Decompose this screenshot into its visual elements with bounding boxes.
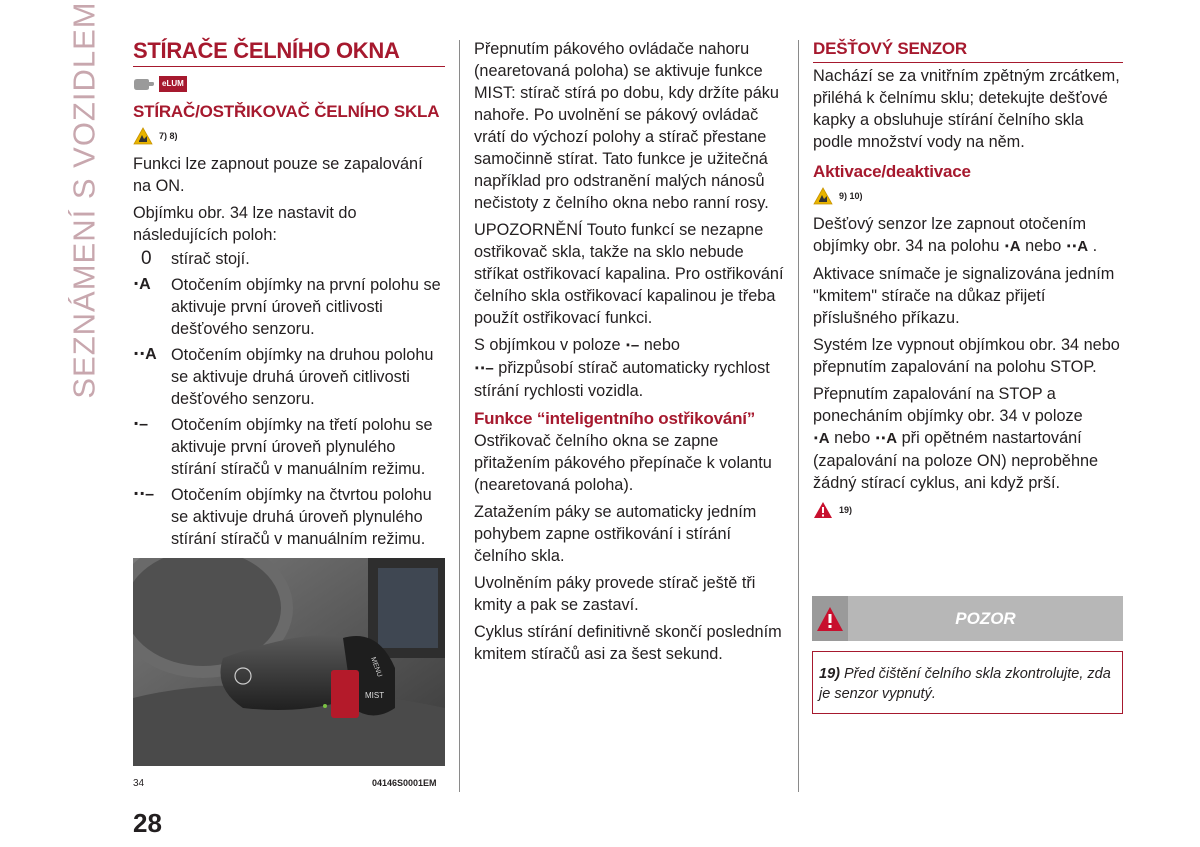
symbol-first-position: ⋅A — [1004, 238, 1021, 255]
caution-banner — [812, 596, 1123, 641]
smart-wash-heading: Funkce “inteligentního ostřikování” — [474, 409, 756, 428]
symbol-fourth-position: ⋅⋅– — [474, 360, 494, 377]
danger-ref: 19) — [839, 505, 853, 515]
danger-reference-row — [813, 499, 1123, 521]
list-item — [133, 274, 445, 340]
symbol-second-position: ⋅⋅A — [874, 430, 898, 447]
position-symbol: ⋅– — [133, 416, 148, 433]
paragraph-cycle-end: Cyklus stírání definitivně skončí posledním kmitem stíračů asi za šest sekund. — [474, 623, 782, 663]
position-text: Otočením objímky na čtvrtou polohu se aktivuje druhá úroveň plynulého stírání stíračů v manuálním režimu. — [171, 486, 432, 548]
mist-label: MIST — [365, 691, 385, 700]
position-text: Otočením objímky na třetí polohu se aktivuje první úroveň plynulého stírání stíračů v manuálním režimu. — [171, 416, 433, 478]
activation-heading: Aktivace/deaktivace — [813, 162, 971, 181]
paragraph-activate: Dešťový senzor lze zapnout otočením objímky obr. 34 na polohu ⋅A nebo ⋅⋅A . — [813, 215, 1098, 255]
column-1 — [133, 38, 445, 554]
warning-ref: 9) 10) — [839, 191, 863, 201]
paragraph-washer: Ostřikovač čelního okna se zapne přitažením pákového přepínače k volantu (nearetovaná poloha). — [474, 432, 772, 494]
note-text: Před čištění čelního skla zkontrolujte, zda je senzor vypnutý. — [819, 666, 1111, 702]
symbol-second-position: ⋅⋅A — [1065, 238, 1089, 255]
list-item — [133, 344, 445, 410]
symbol-third-position: ⋅– — [625, 337, 640, 354]
paragraph-signal: Aktivace snímače je signalizována jedním "kmitem" stírače na důkaz přijetí příslušného příkazu. — [813, 265, 1115, 327]
rain-sensor-title: DEŠŤOVÝ SENZOR — [813, 38, 1123, 63]
paragraph-release: Uvolněním páky provede stírač ještě tři kmity a pak se zastaví. — [474, 574, 756, 614]
figure-code: 04146S0001EM — [372, 778, 437, 788]
position-text: Otočením objímky na první polohu se aktivuje první úroveň citlivosti dešťového senzoru. — [171, 276, 441, 338]
column-2 — [474, 38, 786, 670]
positions-list — [133, 248, 445, 550]
caution-label: POZOR — [955, 608, 1016, 628]
position-symbol: 0 — [141, 248, 152, 269]
column-divider-1 — [459, 40, 460, 792]
symbol-first-position: ⋅A — [813, 430, 830, 447]
elum-indicator — [133, 75, 445, 93]
warning-reference-row — [133, 125, 445, 147]
note-number: 19) — [819, 666, 840, 682]
position-text: stírač stojí. — [171, 250, 250, 268]
caution-icon-box — [812, 596, 848, 641]
danger-icon — [813, 501, 833, 519]
paragraph-pull-lever: Zatažením páky se automaticky jedním pohybem zapne ostřikování i stírání čelního skla. — [474, 503, 757, 565]
page-number: 28 — [133, 808, 162, 838]
warning-ref: 7) 8) — [159, 131, 178, 141]
hand-icon — [133, 77, 155, 91]
elum-badge: eLUM — [159, 76, 187, 92]
position-symbol: ⋅⋅– — [133, 486, 155, 503]
column-divider-2 — [798, 40, 799, 792]
position-symbol: ⋅A — [133, 276, 151, 293]
paragraph-auto-speed: S objímkou v poloze ⋅– nebo ⋅⋅– přizpůsobí stírač automaticky rychlost stírání rychlosti vozidla. — [474, 336, 770, 400]
side-chapter-label: SEZNÁMENÍ S VOZIDLEM — [67, 1, 103, 399]
subsection-title: STÍRAČ/OSTŘIKOVAČ ČELNÍHO SKLA — [133, 102, 440, 121]
caution-note — [812, 651, 1123, 714]
section-title: STÍRAČE ČELNÍHO OKNA — [133, 38, 445, 67]
hand-warning-icon — [813, 187, 833, 205]
hand-warning-icon — [133, 127, 153, 145]
list-item — [133, 484, 445, 550]
wiper-lever-illustration — [133, 558, 445, 766]
danger-icon — [815, 605, 845, 633]
figure-number: 34 — [133, 778, 145, 789]
paragraph-rain-sensor: Nachází se za vnitřním zpětným zrcátkem, přiléhá k čelnímu sklu; detekujte dešťové kapky a obsluhuje stírání čelního skla podle množství vody na něm. — [813, 67, 1120, 151]
paragraph-deactivate: Systém lze vypnout objímkou obr. 34 nebo přepnutím zapalování na polohu STOP. — [813, 336, 1120, 376]
position-symbol: ⋅⋅A — [133, 346, 157, 363]
menu-label: MENU — [369, 656, 383, 679]
side-chapter-tab — [60, 1, 110, 399]
paragraph-restart: Přepnutím zapalování na STOP a ponecháním objímky obr. 34 v poloze ⋅A nebo ⋅⋅A při opětném nastartování (zapalování na poloze ON) neproběhne žádný stírací cyklus, ani když prší. — [813, 385, 1099, 492]
position-text: Otočením objímky na druhou polohu se aktivuje druhá úroveň citlivosti dešťového senzoru. — [171, 346, 434, 408]
paragraph-ignition: Funkci lze zapnout pouze se zapalování na ON. — [133, 155, 423, 195]
paragraph-warning-note: UPOZORNĚNÍ Touto funkcí se nezapne ostřikovač skla, takže na sklo nebude stříkat ostřikovací kapalina. Pro ostřikování čelního skla ostřikovací kapalinou je třeba použít ostřikovací funkci. — [474, 221, 784, 327]
list-item — [133, 248, 445, 270]
column-3 — [813, 38, 1123, 527]
list-item — [133, 414, 445, 480]
warning-reference-row — [813, 185, 1123, 207]
wiper-collar — [331, 670, 359, 718]
paragraph-mist: Přepnutím pákového ovládače nahoru (nearetovaná poloha) se aktivuje funkce MIST: stírač stírá po dobu, kdy držíte páku nahoře. Po uvolnění se pákový ovládač vrátí do výchozí polohy a stírač přestane samočinně stírat. Tato funkce je užitečná například pro odstranění malých nánosů nečistoty z čelního okna nebo ranní rosy. — [474, 40, 779, 212]
figure-wiper-lever — [133, 558, 445, 766]
paragraph-positions-intro: Objímku obr. 34 lze nastavit do následujících poloh: — [133, 204, 357, 244]
